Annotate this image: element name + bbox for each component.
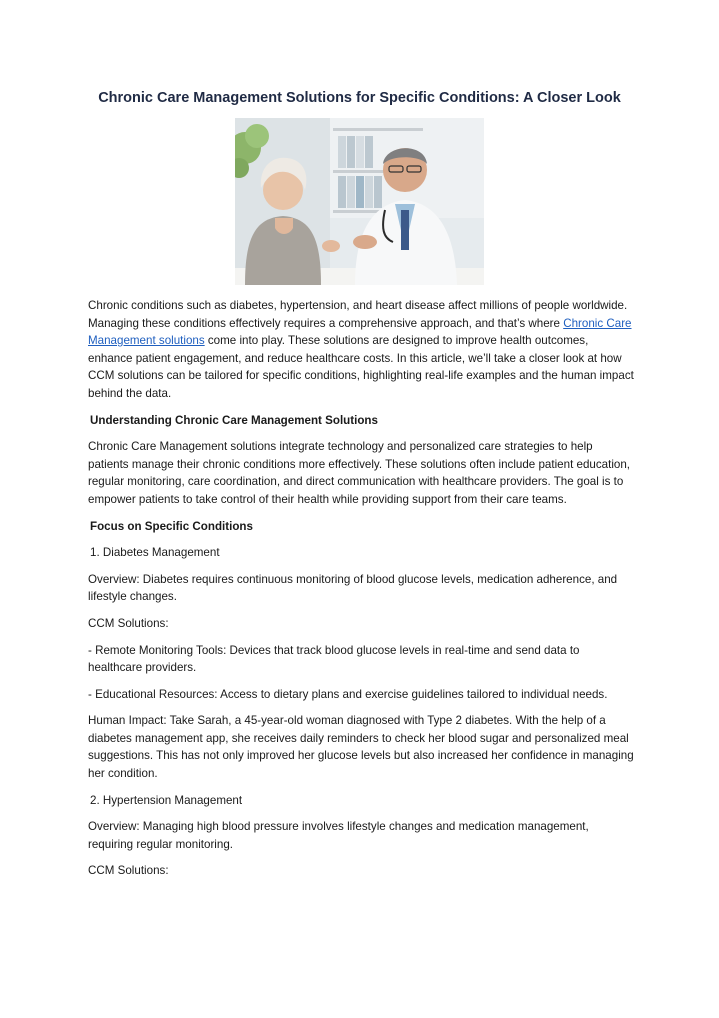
subheading-diabetes: 1. Diabetes Management — [90, 546, 220, 560]
hypertension-overview: Overview: Managing high blood pressure involves lifestyle changes and medication management, requiring regular monitoring. — [88, 820, 589, 851]
section-heading-understanding: Understanding Chronic Care Management Solutions — [90, 413, 378, 427]
diabetes-overview: Overview: Diabetes requires continuous monitoring of blood glucose levels, medication adherence, and lifestyle changes. — [88, 572, 618, 604]
diabetes-item-remote-monitoring: - Remote Monitoring Tools: Devices that track blood glucose levels in real-time and send data to healthcare providers. — [88, 643, 580, 675]
article-body — [88, 297, 636, 889]
diabetes-human-impact: Human Impact: Take Sarah, a 45-year-old woman diagnosed with Type 2 diabetes. With the help of a diabetes management app, she receives daily reminders to check her blood sugar and personalized meal suggestions. This has not only improved her glucose levels but also increased her confidence in managing her condition. — [88, 714, 634, 781]
ccm-solutions-link[interactable]: Chronic Care Management solutions — [88, 316, 632, 348]
doctor-patient-photo — [235, 118, 484, 285]
page-title: Chronic Care Management Solutions for Specific Conditions: A Closer Look — [98, 90, 621, 106]
section-heading-specific-conditions: Focus on Specific Conditions — [90, 519, 253, 533]
diabetes-ccm-label: CCM Solutions: — [88, 616, 169, 630]
subheading-hypertension: 2. Hypertension Management — [90, 793, 243, 807]
intro-paragraph: Chronic conditions such as diabetes, hypertension, and heart disease affect millions of people worldwide. Managing these conditions effectively requires a comprehensive approach, and that’s where Chronic Care Management solutions come into play. These solutions are designed to improve health outcomes, enhance patient engagement, and reduce healthcare costs. In this article, we’ll take a closer look at how CCM solutions can be tailored for specific conditions, highlighting real-life examples and the human impact behind the data. — [88, 299, 634, 400]
diabetes-item-educational-resources: - Educational Resources: Access to dietary plans and exercise guidelines tailored to individual needs. — [88, 687, 608, 701]
hypertension-ccm-label: CCM Solutions: — [88, 864, 169, 878]
section-paragraph-understanding: Chronic Care Management solutions integrate technology and personalized care strategies to help patients manage their chronic conditions more effectively. These solutions often include patient education, regular monitoring, care coordination, and direct communication with healthcare providers. The goal is to empower patients to take control of their health while providing support from their care teams. — [88, 440, 631, 506]
